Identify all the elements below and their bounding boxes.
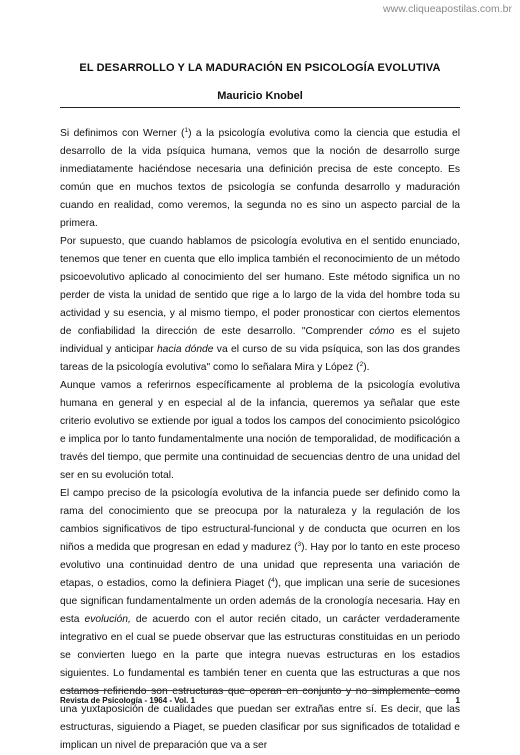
footer-divider bbox=[60, 690, 460, 691]
text: ). Hay por lo tanto en este proceso evolutivo una continuidad dentro de una unidad que representa una variación de etapas, o estadios, como la definiera Piaget ( bbox=[60, 542, 460, 589]
header-divider bbox=[60, 107, 460, 108]
text: va el curso de su vida psíquica, son las dos grandes tareas de la psicología evolutiva" como lo señalara Mira y López ( bbox=[60, 344, 460, 373]
text: Si definimos con Werner ( bbox=[60, 128, 185, 139]
watermark[interactable]: www.cliqueapostilas.com.br bbox=[383, 3, 512, 15]
emphasis: evolución, bbox=[84, 614, 131, 625]
text: Por supuesto, que cuando hablamos de psicología evolutiva en el sentido enunciado, tenemos que tener en cuenta que ello implica también el reconocimiento de un método psicoevolutivo aplicado al conocimiento del ser humano. Este método significa un no perder de vista la unidad de sentido que rige a lo largo de la vida del hombre toda su actividad y su esencia, y al mismo tiempo, el poder pronosticar con ciertos elementos de confiabilidad la dirección de este desarrollo. "Comprender bbox=[60, 236, 460, 337]
text: ). bbox=[363, 362, 370, 373]
article-author: Mauricio Knobel bbox=[217, 90, 303, 102]
paragraph-4 bbox=[60, 485, 460, 755]
footnote-ref-3: 3 bbox=[297, 541, 302, 548]
text: El campo preciso de la psicología evolutiva de la infancia puede ser definido como la rama del conocimiento que se preocupa por la naturaleza y la regulación de los cambios significativos de tipo estructural-funcional y de conducta que ocurren en los niños a medida que progresan en edad y madurez ( bbox=[60, 488, 460, 553]
paragraph-3: Aunque vamos a referirnos específicamente al problema de la psicología evolutiva humana en general y en especial al de la infancia, queremos ya señalar que este criterio evolutivo se extiende por igual a todos los campos del conocimiento psicológico e implica por lo tanto fundamentalmente una noción de temporalidad, de modificación a través del tiempo, que permite una continuidad de secuencias dentro de una unidad del ser en su evolución total. bbox=[60, 380, 460, 481]
emphasis: cómo bbox=[369, 326, 395, 337]
text: es el sujeto individual y anticipar bbox=[60, 326, 461, 355]
text: de acuerdo con el autor recién citado, un carácter verdaderamente integrativo en el cual se puede observar que las estructuras constituidas en un periodo se convierten luego en la parte que integra nuevas estructuras en los estadios siguientes. Lo fundamental es también tener en cuenta que las estructuras a que nos estamos refiriendo son estructuras que operan en conjunto y no simplemente como una yuxtaposición de cualidades que puedan ser extrañas entre sí. Es decir, que las estructuras, siguiendo a Piaget, se pueden clasificar por sus significados de totalidad e implican un nivel de preparación que va a ser bbox=[60, 614, 460, 751]
page-number: 1 bbox=[455, 696, 460, 705]
text: ), que implican una serie de sucesiones que significan fundamentalmente un orden además de la cronología necesaria. Hay en esta bbox=[60, 578, 460, 625]
footnote-ref-4: 4 bbox=[271, 577, 275, 584]
article-title: EL DESARROLLO Y LA MADURACIÓN EN PSICOLOGÍA EVOLUTIVA bbox=[79, 62, 441, 74]
emphasis: hacia dónde bbox=[156, 344, 214, 355]
footnote-ref-1: 1 bbox=[184, 127, 189, 134]
footer-journal: Revista de Psicología - 1964 - Vol. 1 bbox=[60, 696, 196, 705]
article-body bbox=[60, 125, 460, 755]
footnote-ref-2: 2 bbox=[359, 361, 364, 368]
paragraph-2 bbox=[60, 233, 460, 377]
text: ) a la psicología evolutiva como la ciencia que estudia el desarrollo de la vida psíquica humana, vemos que la noción de desarrollo surge inmediatamente haciéndose necesaria una definición precisa de este concepto. Es común que en muchos textos de psicología se confunda desarrollo y maduración cuando en realidad, como veremos, la segunda no es sino un aspecto parcial de la primera. bbox=[60, 128, 460, 229]
paragraph-1 bbox=[60, 125, 460, 233]
